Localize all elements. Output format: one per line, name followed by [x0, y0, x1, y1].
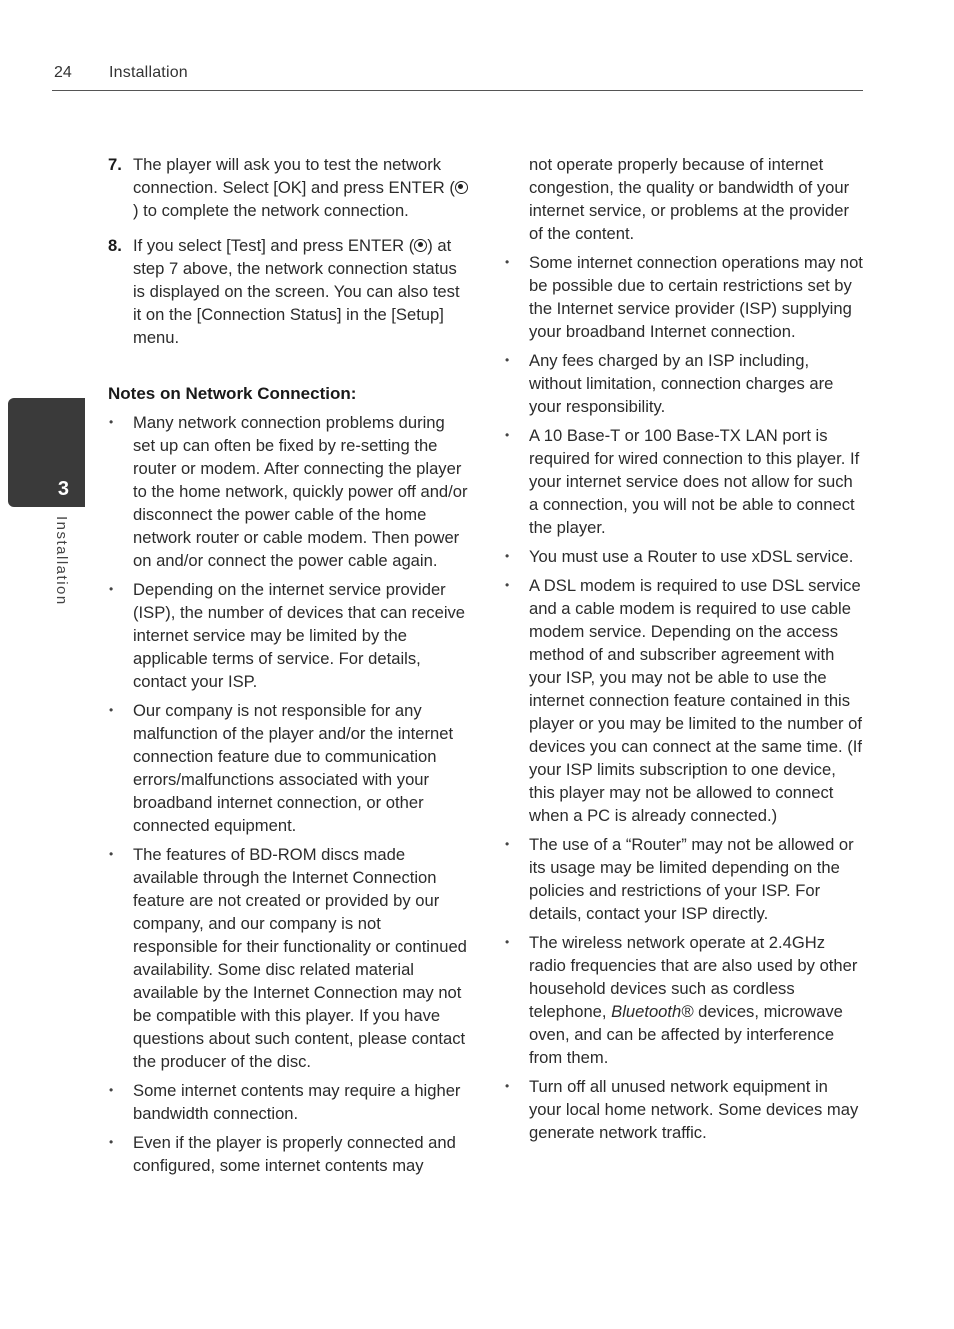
continued-text: not operate properly because of internet congestion, the quality or bandwidth of your internet service, or problems at the provider of the content.: [529, 155, 850, 243]
list-item-text: The wireless network operate at 2.4GHz radio frequencies that are also used by other household devices such as cordless telephone,: [529, 933, 858, 1021]
step-8: [108, 234, 470, 349]
enter-button-icon: [414, 239, 427, 252]
brand-name: Bluetooth®: [611, 1002, 694, 1021]
section-title: Installation: [109, 64, 188, 81]
left-column: [108, 153, 470, 1183]
chapter-label: [50, 516, 74, 616]
step-text: ) at step 7 above, the network connection status is displayed on the screen. You can also test it on the [Connection Status] in the [Setup] menu.: [133, 236, 460, 347]
right-column: [504, 153, 864, 1150]
page-header: [52, 62, 863, 91]
list-item: • A 10 Base-T or 100 Base-TX LAN port is required for wired connection to this player. If your internet service does not allow for such a connection, you will not be able to connect the player.: [504, 424, 864, 539]
chapter-tab: [8, 398, 85, 507]
list-item: • Many network connection problems during set up can often be fixed by re-setting the router or modem. After connecting the player to the home network, quickly power off and/or disconnect the power cable of the home network router or cable modem. Then power on and/or connect the power cable again.: [108, 411, 470, 572]
list-item: • The features of BD-ROM discs made available through the Internet Connection feature are not created or provided by our company, and our company is not responsible for their functionality or continued availability. Some disc related material available by the Internet Connection may not be compatible with this player. If you have questions about such content, please contact the producer of the disc.: [108, 843, 470, 1073]
list-item: • You must use a Router to use xDSL service.: [504, 545, 864, 568]
list-item: • Any fees charged by an ISP including, without limitation, connection charges are your responsibility.: [504, 349, 864, 418]
step-text: If you select [Test] and press ENTER (: [133, 236, 415, 255]
list-item: • Turn off all unused network equipment in your local home network. Some devices may generate network traffic.: [504, 1075, 864, 1144]
list-item-wireless: [504, 931, 864, 1069]
step-number: 8.: [108, 236, 122, 255]
list-item: • Some internet connection operations may not be possible due to certain restrictions set by the Internet service provider (ISP) supplying your broadband Internet connection.: [504, 251, 864, 343]
step-number: 7.: [108, 155, 122, 174]
list-item: • The use of a “Router” may not be allowed or its usage may be limited depending on the policies and restrictions of your ISP. For details, contact your ISP directly.: [504, 833, 864, 925]
list-item-text: devices, microwave oven, and can be affected by interference from them.: [529, 1002, 843, 1067]
step-7: [108, 153, 470, 222]
page-number: 24: [54, 64, 72, 81]
list-item: • Some internet contents may require a higher bandwidth connection.: [108, 1079, 470, 1125]
step-text: The player will ask you to test the network connection. Select [OK] and press ENTER (: [133, 155, 455, 197]
notes-heading: Notes on Network Connection:: [108, 384, 357, 403]
notes-list-left: [108, 411, 470, 1177]
enter-button-icon: [455, 181, 468, 194]
list-item: • Even if the player is properly connected and configured, some internet contents may: [108, 1131, 470, 1177]
list-item: • Our company is not responsible for any malfunction of the player and/or the internet connection feature due to communication errors/malfunctions associated with your broadband internet connection, or other connected equipment.: [108, 699, 470, 837]
list-item: • Depending on the internet service provider (ISP), the number of devices that can receive internet service may be limited by the applicable terms of service. For details, contact your ISP.: [108, 578, 470, 693]
list-item: • A DSL modem is required to use DSL service and a cable modem is required to use cable modem service. Depending on the access method of and subscriber agreement with your ISP, you may not be able to use the internet connection feature contained in this player or you may be limited to the number of devices you can connect at the same time. (If your ISP limits subscription to one device, this player may not be allowed to connect when a PC is already connected.): [504, 574, 864, 827]
chapter-number: 3: [57, 478, 69, 500]
chapter-label-text: Installation: [53, 516, 70, 606]
step-text: ) to complete the network connection.: [133, 201, 409, 220]
notes-list-right: [504, 251, 864, 1144]
